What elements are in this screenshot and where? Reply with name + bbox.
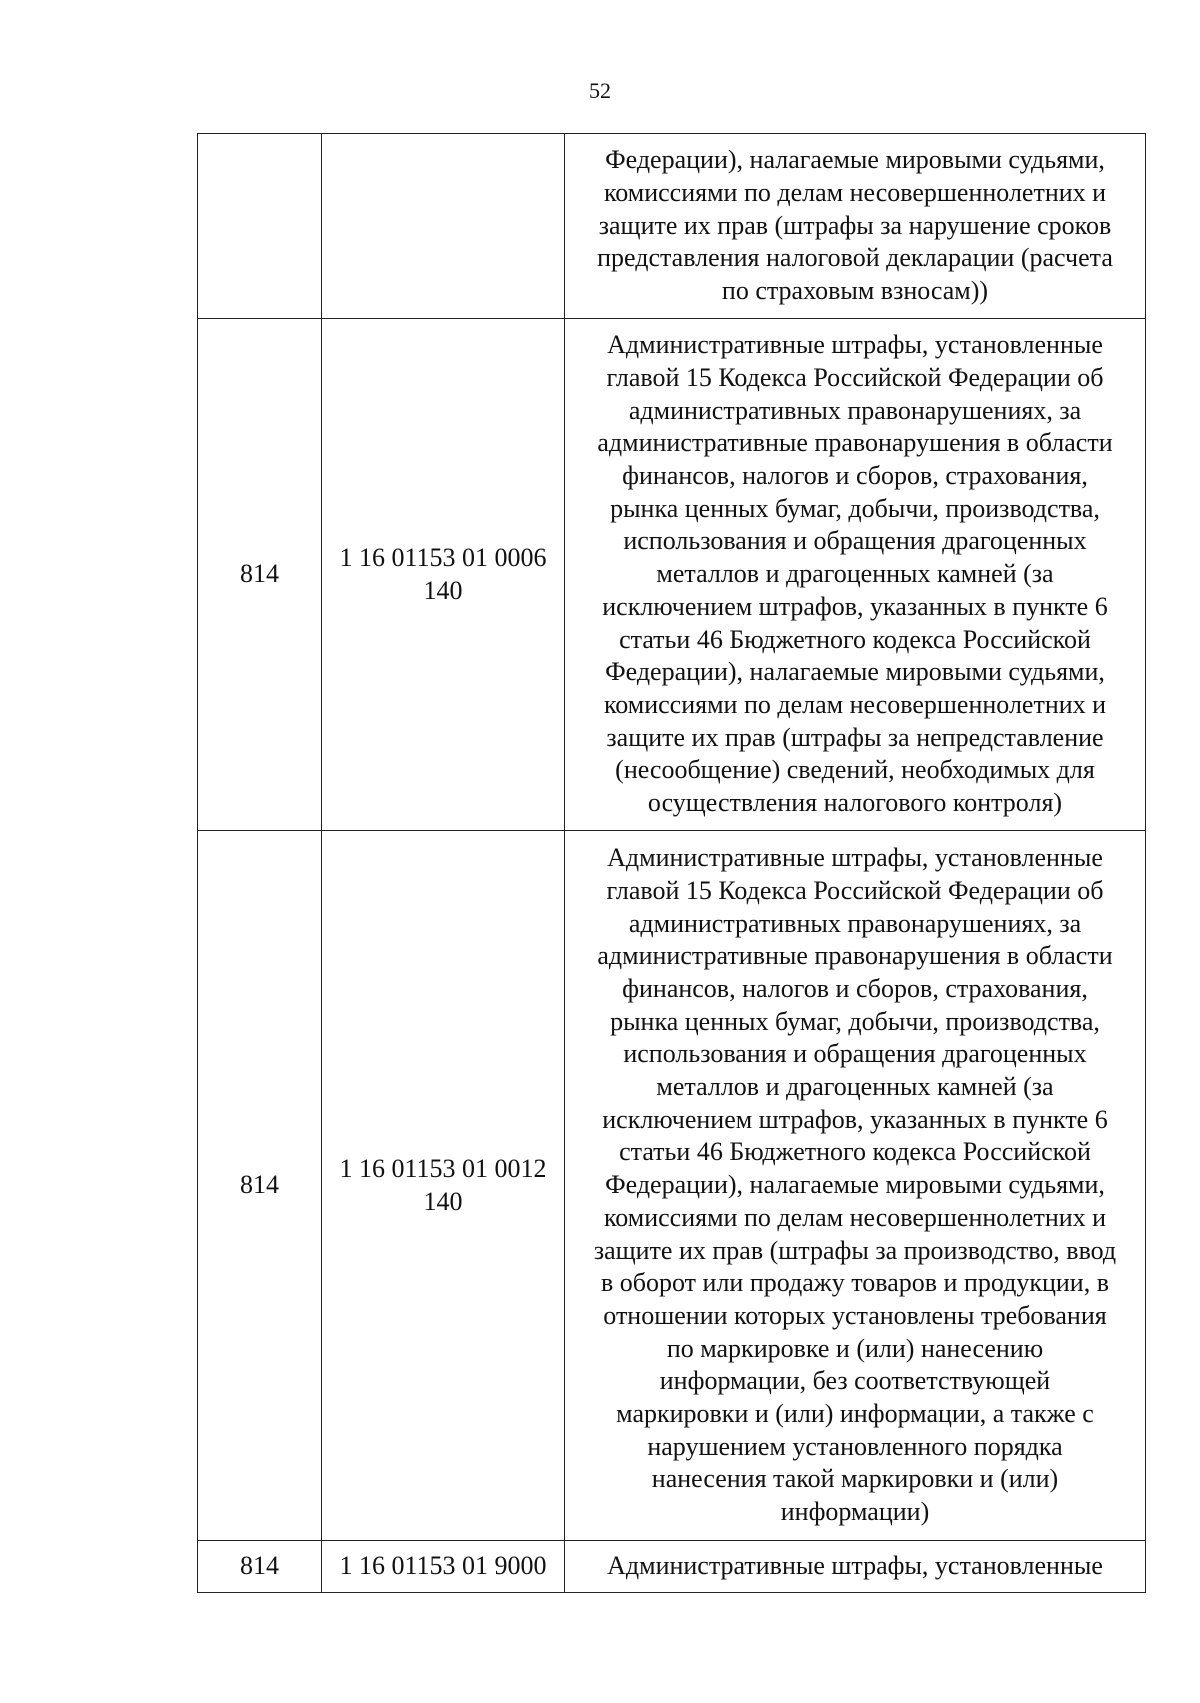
description-line: маркировки и (или) информации, а также с bbox=[616, 1399, 1094, 1429]
description-line: защите их прав (штрафы за непредставление bbox=[606, 722, 1104, 752]
description-line: Административные штрафы, установленные bbox=[607, 843, 1103, 873]
description-line: рынка ценных бумаг, добычи, производства, bbox=[610, 493, 1100, 523]
description-line: административные правонарушения в области bbox=[597, 941, 1113, 971]
table-row bbox=[198, 1541, 1146, 1593]
description-line: в оборот или продажу товаров и продукции, в bbox=[601, 1268, 1109, 1298]
description-cell bbox=[565, 831, 1146, 1541]
description-line: по маркировке и (или) нанесению bbox=[666, 1333, 1044, 1363]
description-line: Административные штрафы, установленные bbox=[607, 330, 1103, 360]
description-line: защите их прав (штрафы за производство, ввод bbox=[593, 1235, 1117, 1265]
description-line: защите их прав (штрафы за нарушение сроков bbox=[598, 210, 1112, 240]
admin-code-cell: 814 bbox=[198, 1541, 322, 1593]
budget-code-line: 1 16 01153 01 9000 bbox=[339, 1551, 547, 1581]
description-line: использования и обращения драгоценных bbox=[623, 1039, 1087, 1069]
description-line: статьи 46 Бюджетного кодекса Российской bbox=[619, 1137, 1091, 1167]
budget-code-cell bbox=[322, 1541, 565, 1593]
admin-code-cell: 814 bbox=[198, 319, 322, 831]
description-line: по страховым взносам)) bbox=[721, 276, 989, 306]
description-line: административные правонарушения в области bbox=[597, 428, 1113, 458]
description-line: нанесения такой маркировки и (или) bbox=[651, 1464, 1059, 1494]
description-cell bbox=[565, 1541, 1146, 1593]
description-line: исключением штрафов, указанных в пункте 6 bbox=[602, 1104, 1108, 1134]
description-cell bbox=[565, 134, 1146, 319]
description-line: рынка ценных бумаг, добычи, производства, bbox=[610, 1006, 1100, 1036]
description-line: металлов и драгоценных камней (за bbox=[656, 559, 1054, 589]
description-line: использования и обращения драгоценных bbox=[623, 526, 1087, 556]
description-line: комиссиями по делам несовершеннолетних и bbox=[603, 689, 1107, 719]
description-line: информации, без соответствующей bbox=[659, 1366, 1051, 1396]
description-line: финансов, налогов и сборов, страхования, bbox=[622, 461, 1088, 491]
description-line: административных правонарушениях, за bbox=[628, 395, 1082, 425]
description-line: главой 15 Кодекса Российской Федерации об bbox=[606, 362, 1104, 392]
table-row bbox=[198, 831, 1146, 1541]
budget-code-line: 140 bbox=[423, 575, 463, 605]
page-number: 52 bbox=[589, 78, 611, 103]
description-line: финансов, налогов и сборов, страхования, bbox=[622, 973, 1088, 1003]
description-line: нарушением установленного порядка bbox=[647, 1431, 1063, 1461]
description-line: (несообщение) сведений, необходимых для bbox=[615, 755, 1095, 785]
description-line: комиссиями по делам несовершеннолетних и bbox=[603, 1202, 1107, 1232]
description-cell bbox=[565, 319, 1146, 831]
description-line: статьи 46 Бюджетного кодекса Российской bbox=[619, 624, 1091, 654]
budget-code-line: 1 16 01153 01 0006 bbox=[339, 542, 547, 572]
admin-code-cell bbox=[198, 134, 322, 319]
description-line: административных правонарушениях, за bbox=[628, 908, 1082, 938]
description-line: комиссиями по делам несовершеннолетних и bbox=[603, 177, 1107, 207]
description-line: отношении которых установлены требования bbox=[603, 1300, 1107, 1330]
description-line: Административные штрафы, установленные bbox=[607, 1551, 1103, 1581]
description-line: Федерации), налагаемые мировыми судьями, bbox=[605, 1170, 1105, 1200]
description-line: осуществления налогового контроля) bbox=[647, 788, 1063, 818]
description-line: Федерации), налагаемые мировыми судьями, bbox=[605, 145, 1105, 175]
admin-code-cell: 814 bbox=[198, 831, 322, 1541]
table-row bbox=[198, 319, 1146, 831]
table-row bbox=[198, 134, 1146, 319]
description-line: главой 15 Кодекса Российской Федерации об bbox=[606, 875, 1104, 905]
description-line: Федерации), налагаемые мировыми судьями, bbox=[605, 657, 1105, 687]
description-line: металлов и драгоценных камней (за bbox=[656, 1072, 1054, 1102]
budget-codes-table bbox=[197, 133, 1146, 1593]
description-line: представления налоговой декларации (расчета bbox=[597, 243, 1113, 273]
budget-code-cell bbox=[322, 831, 565, 1541]
budget-code-cell bbox=[322, 319, 565, 831]
budget-code-cell bbox=[322, 134, 565, 319]
description-line: информации) bbox=[780, 1497, 930, 1527]
budget-code-line: 1 16 01153 01 0012 bbox=[339, 1153, 547, 1183]
description-line: исключением штрафов, указанных в пункте 6 bbox=[602, 591, 1108, 621]
budget-code-line: 140 bbox=[423, 1186, 463, 1216]
